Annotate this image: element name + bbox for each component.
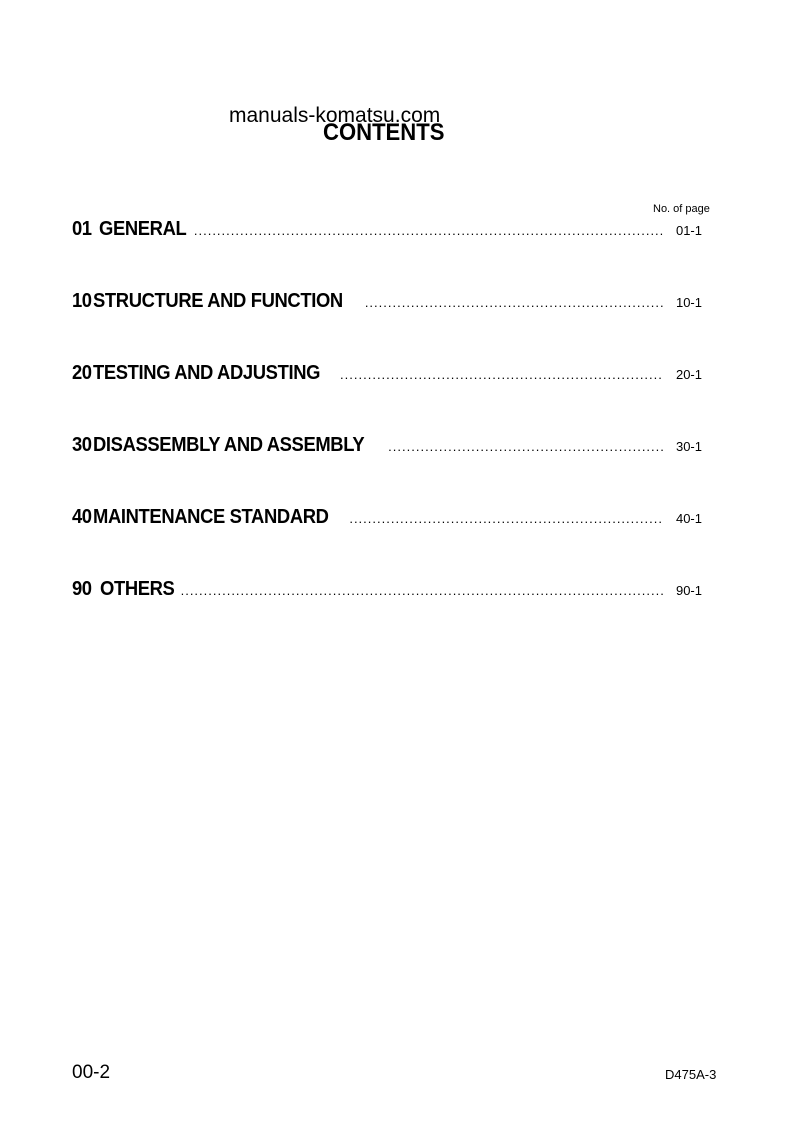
footer-page-number: 00-2 [72, 1062, 111, 1083]
toc-leader-dots [388, 439, 664, 454]
toc-entry-testing-and-adjusting[interactable] [72, 362, 702, 388]
toc-leader-dots [194, 223, 664, 238]
toc-page-number: 40-1 [675, 511, 702, 526]
toc-leader-dots [181, 583, 664, 598]
toc-section-number: 30 [72, 434, 92, 456]
toc-section-title: GENERAL [98, 218, 187, 240]
toc-section-number: 90 [72, 578, 92, 600]
toc-entry-maintenance-standard[interactable] [72, 506, 702, 532]
toc-page-number: 30-1 [675, 439, 702, 454]
toc-section-title: DISASSEMBLY AND ASSEMBLY [93, 434, 365, 456]
page-column-header: No. of page [653, 203, 710, 215]
toc-section-number: 20 [72, 362, 92, 384]
toc-entry-structure-and-function[interactable] [72, 290, 702, 316]
toc-section-title: MAINTENANCE STANDARD [93, 506, 329, 528]
toc-page-number: 20-1 [675, 367, 702, 382]
footer-model-code: D475A-3 [665, 1067, 717, 1082]
toc-page-number: 90-1 [675, 583, 702, 598]
toc-entry-others[interactable] [72, 578, 702, 604]
toc-leader-dots [365, 295, 664, 310]
toc-section-title: STRUCTURE AND FUNCTION [93, 290, 344, 312]
toc-entry-disassembly-and-assembly[interactable] [72, 434, 702, 460]
toc-section-number: 40 [72, 506, 92, 528]
watermark-text: manuals-komatsu.com [229, 104, 441, 127]
toc-entry-general[interactable] [72, 218, 702, 244]
toc-leader-dots [349, 511, 664, 526]
toc-section-number: 01 [72, 218, 92, 240]
toc-section-title: OTHERS [99, 578, 175, 600]
toc-section-title: TESTING AND ADJUSTING [93, 362, 321, 384]
toc-page-number: 10-1 [675, 295, 702, 310]
page-title: CONTENTS [323, 119, 445, 146]
toc-section-number: 10 [72, 290, 92, 312]
toc-page-number: 01-1 [675, 223, 702, 238]
toc-leader-dots [340, 367, 664, 382]
